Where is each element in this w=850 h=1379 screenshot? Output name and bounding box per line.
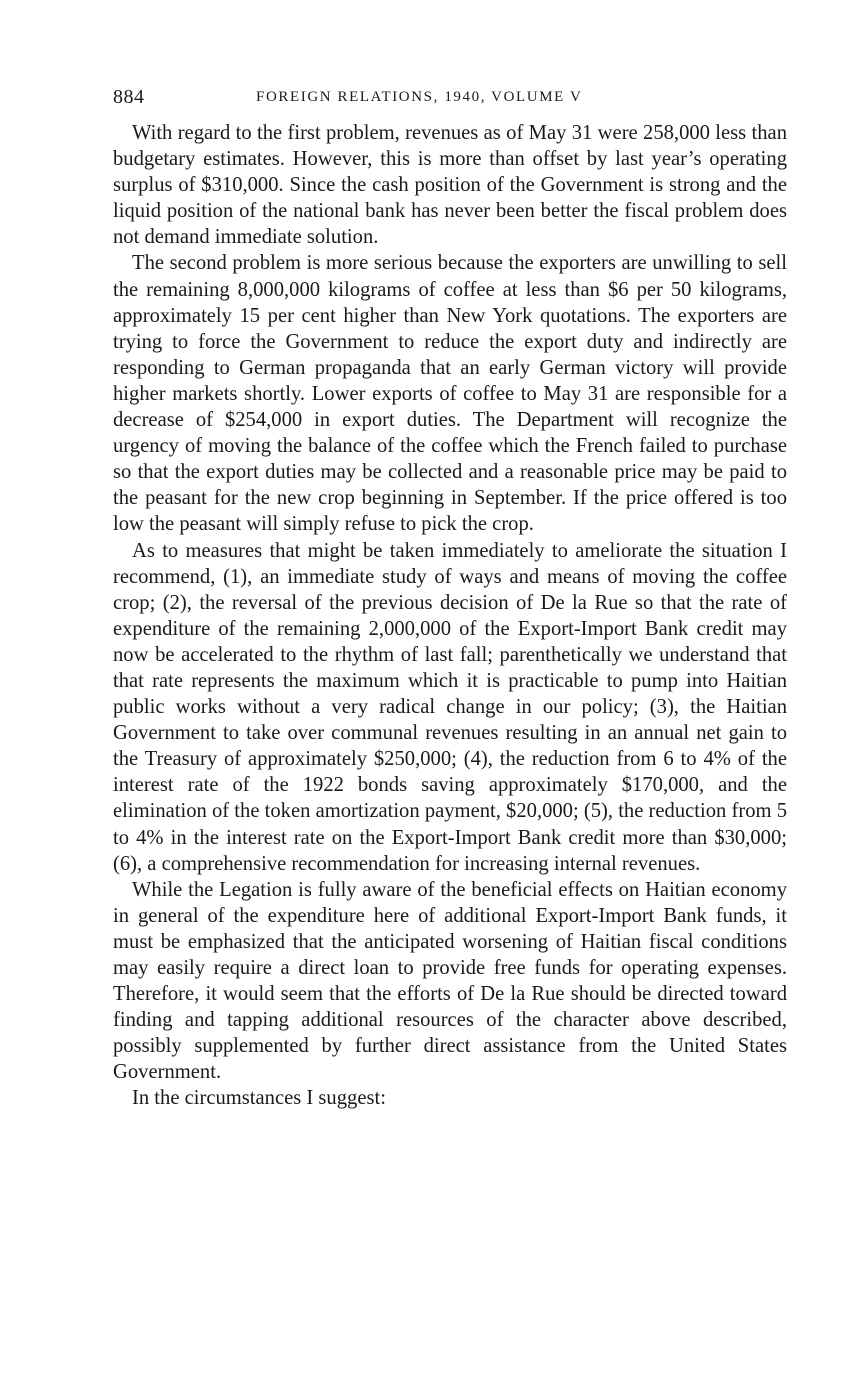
- paragraph-suggestion: In the circumstances I suggest:: [132, 1087, 386, 1110]
- document-page: [113, 86, 787, 1112]
- page-number: 884: [113, 86, 145, 108]
- running-header: [113, 86, 787, 120]
- paragraph-legation-view: While the Legation is fully aware of the beneficial effects on Haitian economy in general of the expenditure here of additional Export-Import Bank funds, it must be emphasized that the anticipated worsening of Haitian fiscal conditions may easily require a direct loan to provide free funds for operating expenses. Therefore, it would seem that the efforts of De la Rue should be directed toward finding and tapping additional resources of the character above described, possibly supplemented by further direct assistance from the United States Government.: [113, 878, 787, 1084]
- paragraph-recommendations: As to measures that might be taken immediately to ameliorate the situation I recommend, (1), an immediate study of ways and means of moving the coffee crop; (2), the reversal of the previous decision of De la Rue so that the rate of expenditure of the remaining 2,000,000 of the Export-Import Bank credit may now be accelerated to the rhythm of last fall; parenthetically we understand that that rate represents the maximum which it is practicable to pump into Haitian public works without a very radical change in our policy; (3), the Haitian Government to take over communal revenues resulting in an annual net gain to the Treasury of approximately $250,000; (4), the reduction from 6 to 4% of the interest rate of the 1922 bonds saving approximately $170,000, and the elimination of the token amortization payment, $20,000; (5), the reduction from 5 to 4% in the interest rate on the Export-Import Bank credit more than $30,000; (6), a comprehensive recommendation for increasing internal revenues.: [113, 539, 787, 875]
- paragraph-first-problem: With regard to the first problem, revenues as of May 31 were 258,000 less than budgetary estimates. However, this is more than offset by last year’s operating surplus of $310,000. Since the cash position of the Government is strong and the liquid position of the national bank has never been better the fiscal problem does not demand immediate solution.: [113, 122, 787, 249]
- running-title: FOREIGN RELATIONS, 1940, VOLUME V: [256, 89, 583, 105]
- paragraph-second-problem: The second problem is more serious because the exporters are unwilling to sell the remaining 8,000,000 kilograms of coffee at less than $6 per 50 kilograms, approximately 15 per cent higher than New York quotations. The exporters are trying to force the Government to reduce the export duty and indirectly are responding to German propaganda that an early German victory will provide higher markets shortly. Lower exports of coffee to May 31 are responsible for a decrease of $254,000 in export duties. The Department will recognize the urgency of moving the balance of the coffee which the French failed to purchase so that the export duties may be collected and a reasonable price may be paid to the peasant for the new crop beginning in September. If the price offered is too low the peasant will simply refuse to pick the crop.: [113, 252, 787, 536]
